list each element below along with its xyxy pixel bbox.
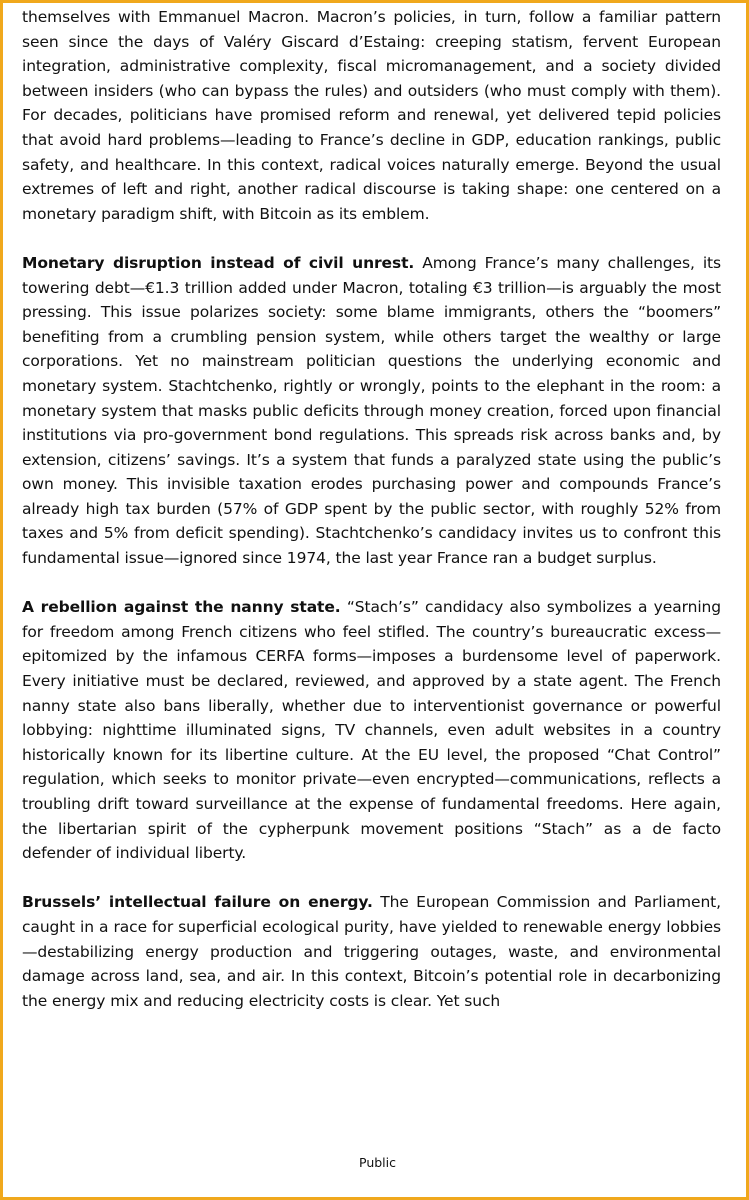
paragraph-nanny-state <box>22 595 721 866</box>
paragraph-body: themselves with Emmanuel Macron. Macron’s policies, in turn, follow a familiar pattern seen since the days of Valéry Giscard d’Estaing: creeping statism, fervent European integration, administrative complexity, fiscal micromanagement, and a society divided between insiders (who can bypass the rules) and outsiders (who must comply with them). For decades, politicians have promised reform and renewal, yet delivered tepid policies that avoid hard problems—leading to France’s decline in GDP, education rankings, public safety, and healthcare. In this context, radical voices naturally emerge. Beyond the usual extremes of left and right, another radical discourse is taking shape: one centered on a monetary paradigm shift, with Bitcoin as its emblem. <box>22 8 721 223</box>
paragraph-energy <box>22 890 721 1013</box>
paragraph-body: “Stach’s” candidacy also symbolizes a yearning for freedom among French citizens who feel stifled. The country’s bureaucratic excess—epitomized by the infamous CERFA forms—imposes a burdensome level of paperwork. Every initiative must be declared, reviewed, and approved by a state agent. The French nanny state also bans liberally, whether due to interventionist governance or powerful lobbying: nighttime illuminated signs, TV channels, even adult websites in a country historically known for its libertine culture. At the EU level, the proposed “Chat Control” regulation, which seeks to monitor private—even encrypted—communications, reflects a troubling drift toward surveillance at the expense of fundamental freedoms. Here again, the libertarian spirit of the cypherpunk movement positions “Stach” as a de facto defender of individual liberty. <box>22 598 721 863</box>
paragraph-lead-heading: Brussels’ intellectual failure on energy. <box>22 893 373 912</box>
paragraph-lead-heading: Monetary disruption instead of civil unrest. <box>22 253 415 272</box>
paragraph-body: The European Commission and Parliament, caught in a race for superficial ecological purity, have yielded to renewable energy lobbies—destabilizing energy production and triggering outages, waste, and environmental damage across land, sea, and air. In this context, Bitcoin’s potential role in decarbonizing the energy mix and reducing electricity costs is clear. Yet such <box>22 893 721 1010</box>
footer-classification-label: Public <box>359 1155 396 1170</box>
paragraph-monetary-disruption <box>22 251 721 571</box>
paragraph-intro-continuation <box>22 5 721 226</box>
paragraph-lead-heading: A rebellion against the nanny state. <box>22 598 341 617</box>
document-body <box>22 5 721 1038</box>
paragraph-body: Among France’s many challenges, its towering debt—€1.3 trillion added under Macron, totaling €3 trillion—is arguably the most pressing. This issue polarizes society: some blame immigrants, others the “boomers” benefiting from a crumbling pension system, while others target the wealthy or large corporations. Yet no mainstream politician questions the underlying economic and monetary system. Stachtchenko, rightly or wrongly, points to the elephant in the room: a monetary system that masks public deficits through money creation, forced upon financial institutions via pro-government bond regulations. This spreads risk across banks and, by extension, citizens’ savings. It’s a system that funds a paralyzed state using the public’s own money. This invisible taxation erodes purchasing power and compounds France’s already high tax burden (57% of GDP spent by the public sector, with roughly 52% from taxes and 5% from deficit spending). Stachtchenko’s candidacy invites us to confront this fundamental issue—ignored since 1974, the last year France ran a budget surplus. <box>22 253 721 568</box>
